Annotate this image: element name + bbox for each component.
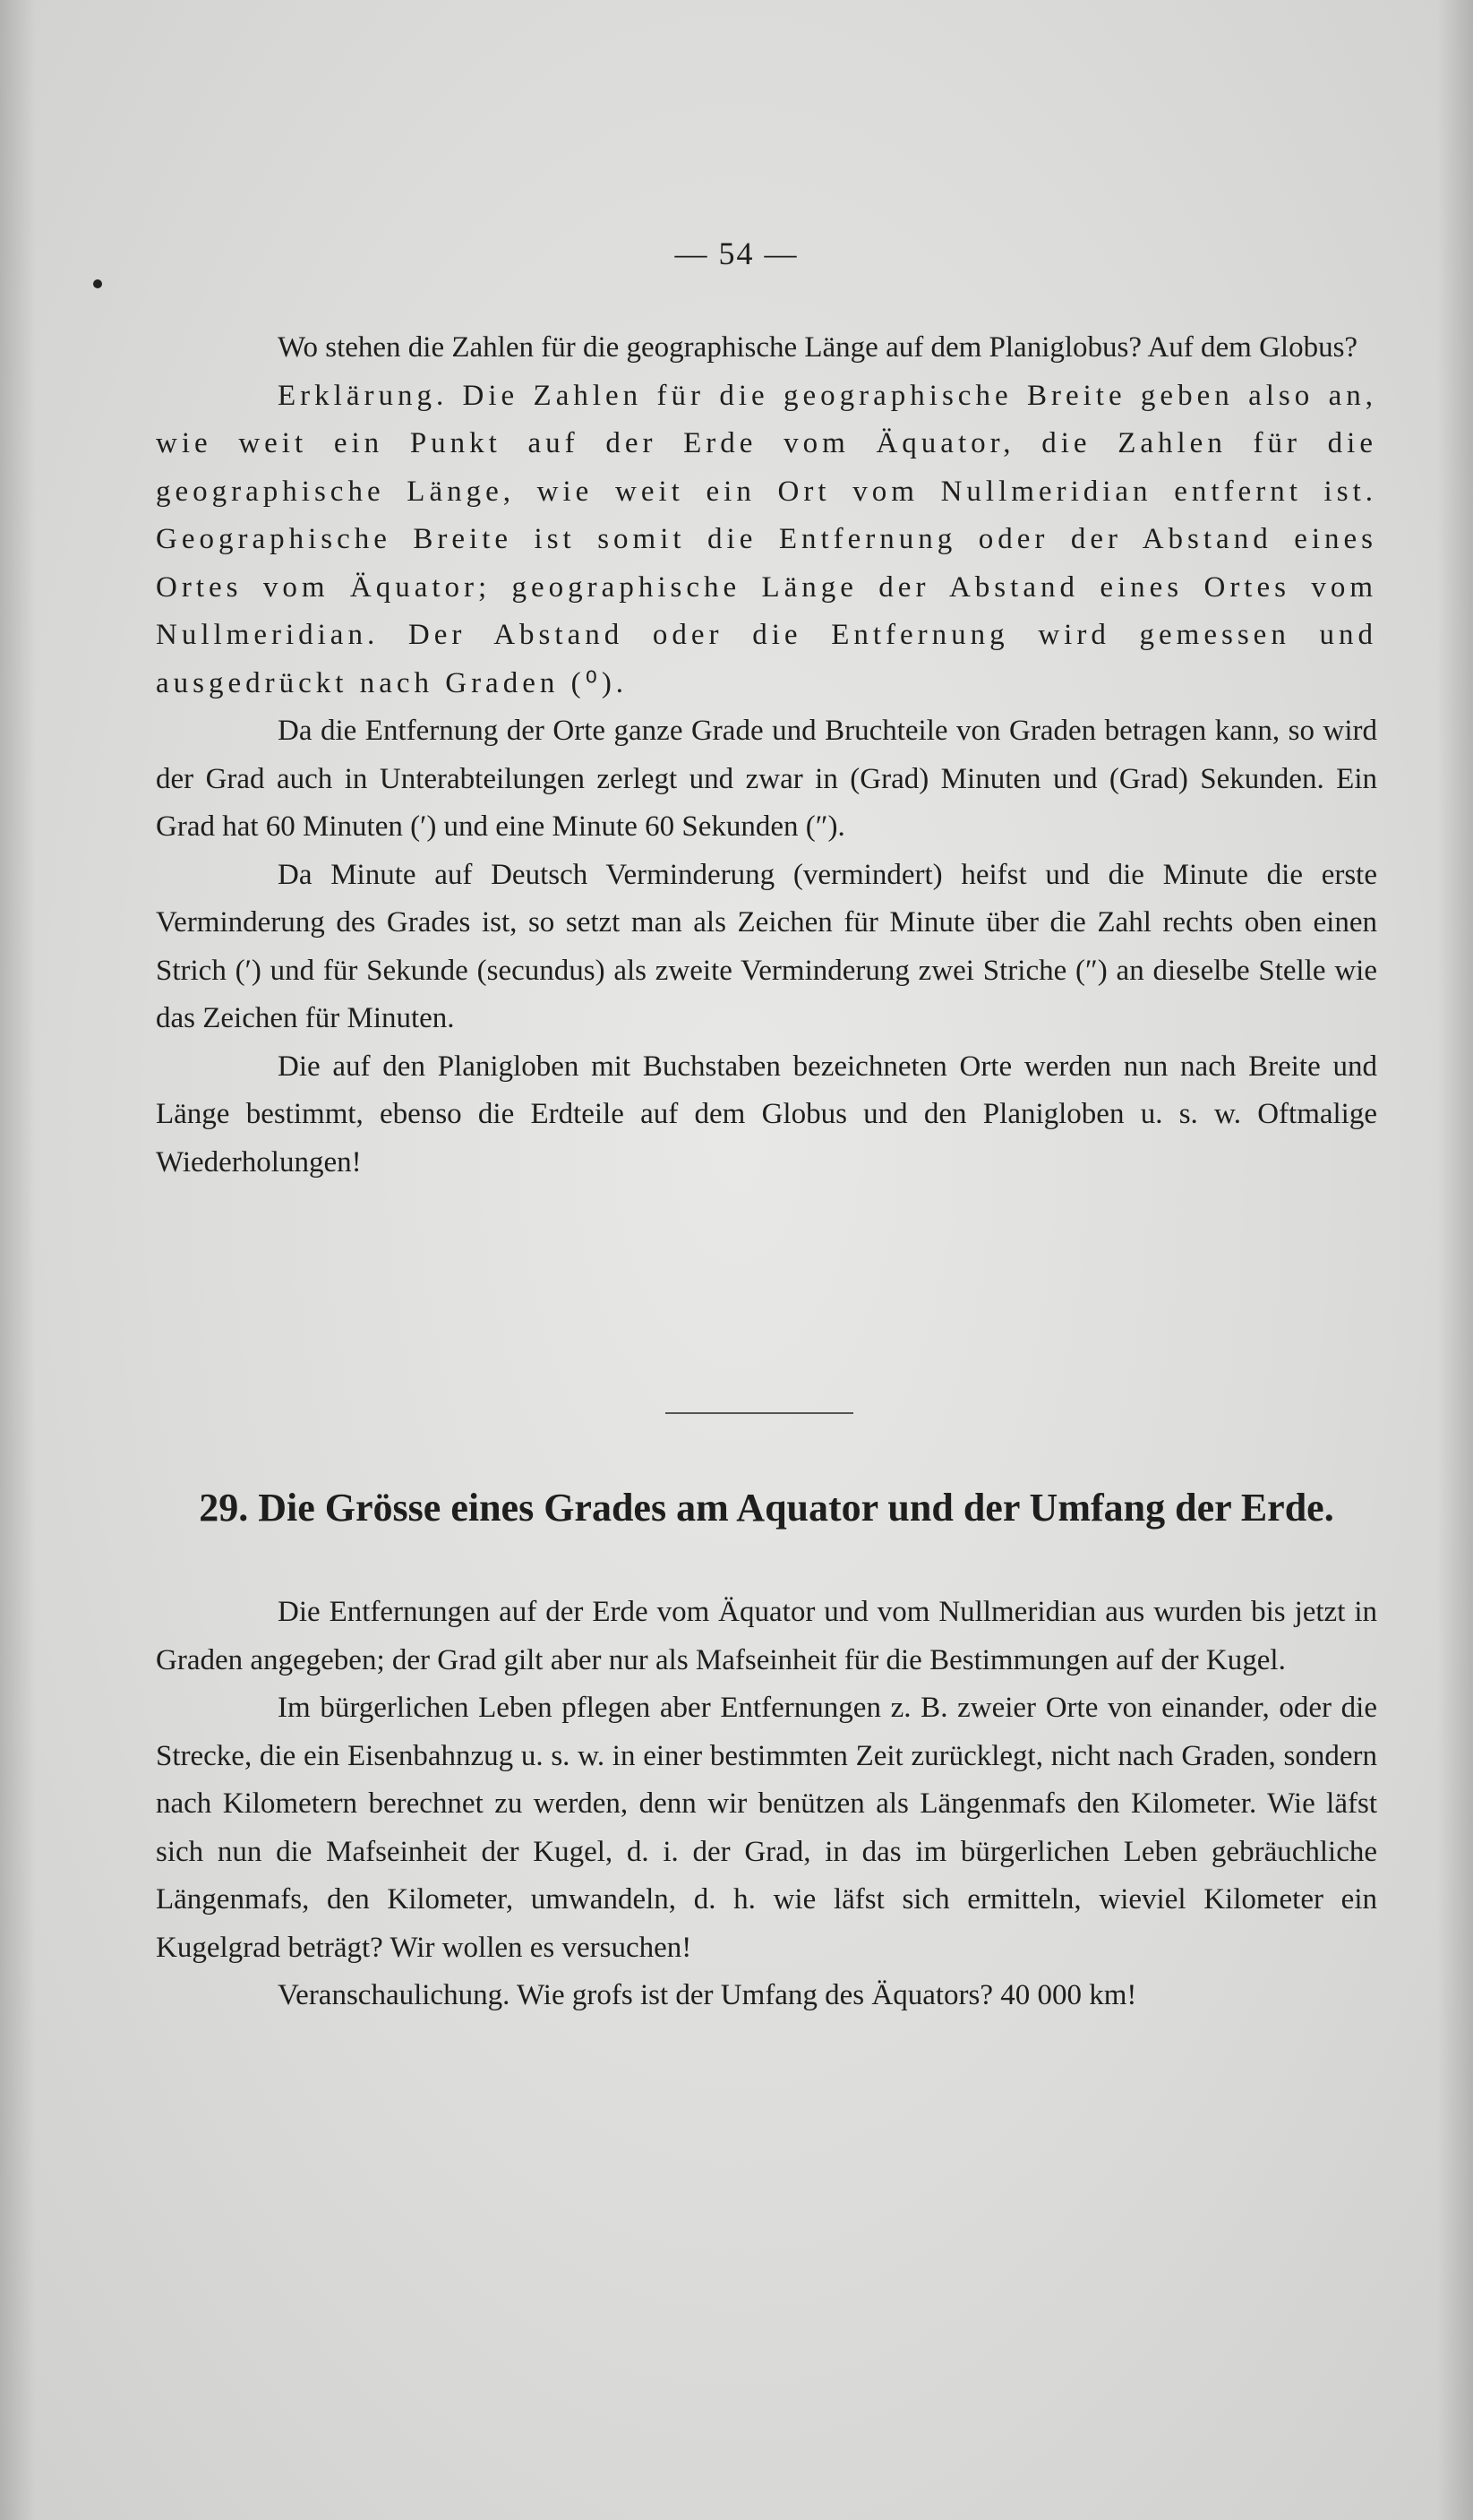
- section-1-body: [156, 324, 1377, 1187]
- page-edge-shadow-left: [0, 0, 36, 2520]
- paragraph: Die auf den Planigloben mit Buchstaben bezeichneten Orte werden nun nach Breite und Länge bestimmt, ebenso die Erdteile auf dem Globus und den Planigloben u. s. w. Oftmalige Wiederholungen!: [156, 1050, 1377, 1179]
- section-heading: 29. Die Grösse eines Grades am Aquator und der Umfang der Erde.: [199, 1486, 1334, 1530]
- paragraph: Im bürgerlichen Leben pflegen aber Entfernungen z. B. zweier Orte von einander, oder die Strecke, die ein Eisenbahnzug u. s. w. in einer bestimmten Zeit zurücklegt, nicht nach Graden, sondern nach Kilometern berechnet zu werden, denn wir benützen als Längenmafs den Kilometer. Wie läfst sich nun die Mafseinheit der Kugel, d. i. der Grad, in das im bürgerlichen Leben gebräuchliche Längenmafs, den Kilometer, umwandeln, d. h. wie läfst sich ermitteln, wieviel Kilometer ein Kugelgrad beträgt? Wir wollen es versuchen!: [156, 1692, 1377, 1964]
- paragraph: Veranschaulichung. Wie grofs ist der Umfang des Äquators? 40 000 km!: [278, 1979, 1137, 2011]
- paragraph: Wo stehen die Zahlen für die geographische Länge auf dem Planiglobus? Auf dem Globus?: [278, 331, 1358, 364]
- section-divider: [665, 1412, 853, 1414]
- paragraph: Erklärung. Die Zahlen für die geographische Breite geben also an, wie weit ein Punkt auf der Erde vom Äquator, die Zahlen für die geographische Länge, wie weit ein Ort vom Nullmeridian entfernt ist. Geographische Breite ist somit die Entfernung oder der Abstand eines Ortes vom Äquator; geographische Länge der Abstand eines Ortes vom Nullmeridian. Der Abstand oder die Entfernung wird gemessen und ausgedrückt nach Graden (⁰).: [156, 379, 1377, 699]
- paragraph: Da Minute auf Deutsch Verminderung (vermindert) heifst und die Minute die erste Verminderung des Grades ist, so setzt man als Zeichen für Minute über die Zahl rechts oben einen Strich (′) und für Sekunde (secundus) als zweite Verminderung zwei Striche (″) an dieselbe Stelle wie das Zeichen für Minuten.: [156, 858, 1377, 1034]
- paragraph: Die Entfernungen auf der Erde vom Äquator und vom Nullmeridian aus wurden bis jetzt in Graden angegeben; der Grad gilt aber nur als Mafseinheit für die Bestimmungen auf der Kugel.: [156, 1596, 1377, 1676]
- paragraph: Da die Entfernung der Orte ganze Grade und Bruchteile von Graden betragen kann, so wird der Grad auch in Unterabteilungen zerlegt und zwar in (Grad) Minuten und (Grad) Sekunden. Ein Grad hat 60 Minuten (′) und eine Minute 60 Sekunden (″).: [156, 715, 1377, 843]
- page-edge-shadow-right: [1437, 0, 1473, 2520]
- section-2-body: [156, 1589, 1377, 2020]
- page-number: — 54 —: [674, 236, 799, 271]
- margin-ink-dot: [93, 279, 102, 288]
